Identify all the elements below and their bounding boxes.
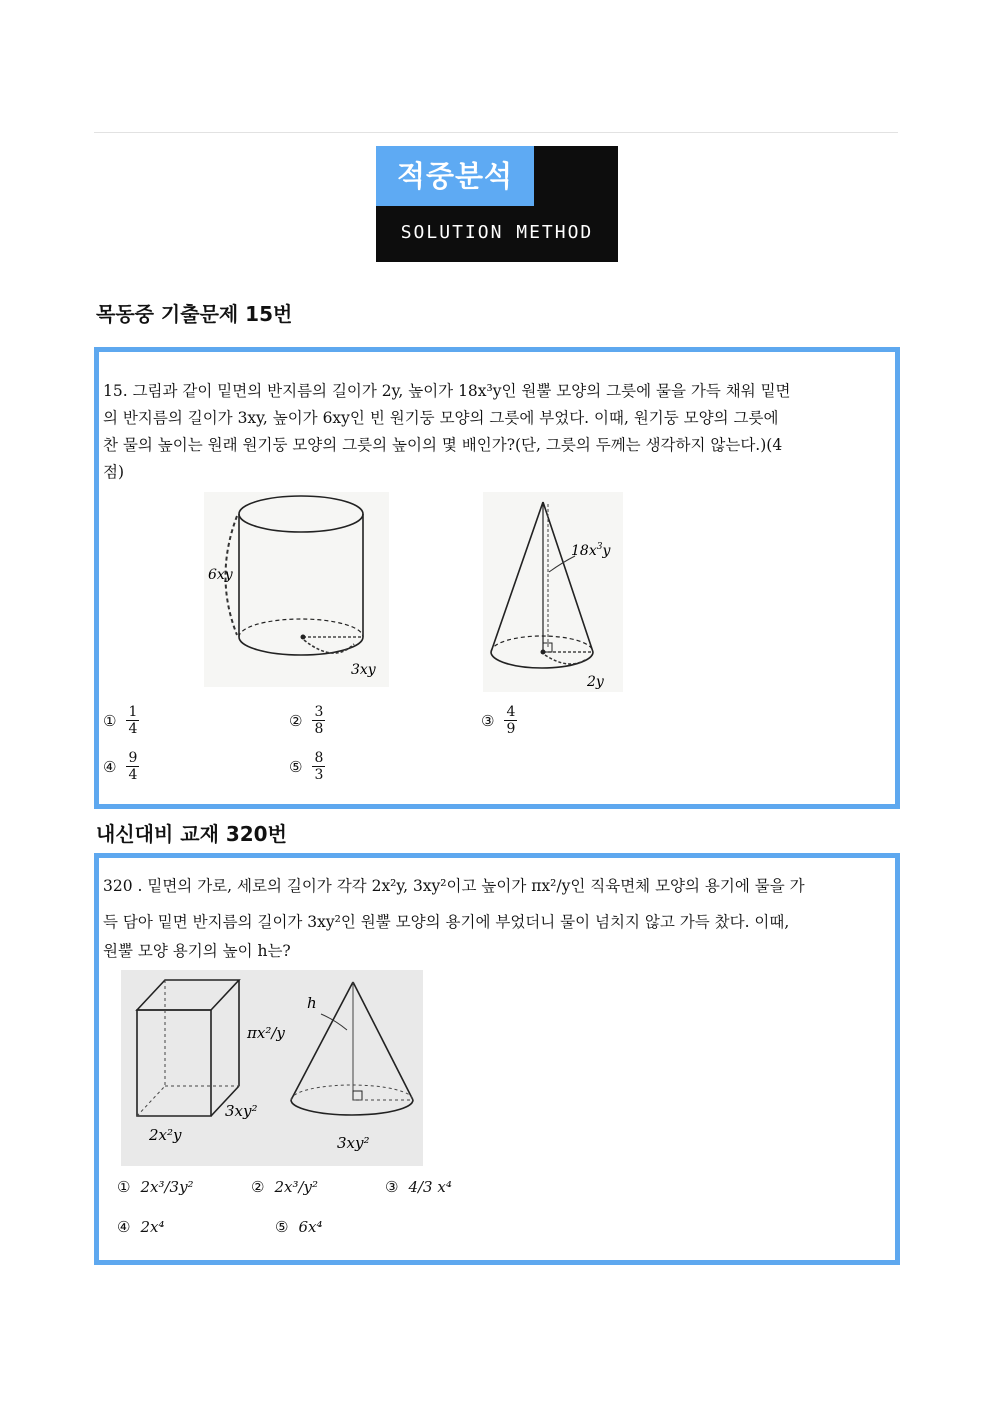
choice2-5-num: ⑤ bbox=[275, 1218, 289, 1236]
q2-line3: 원뿔 모양 용기의 높이 h는? bbox=[103, 942, 291, 960]
question-box-2 bbox=[94, 853, 900, 1265]
q2-line2: 득 담아 밑면 반지름의 길이가 3xy²인 원뿔 모양의 용기에 부었더니 물이 넘치지 않고 가득 찼다. 이때, bbox=[103, 913, 790, 931]
choice-2[interactable] bbox=[289, 704, 325, 737]
banner bbox=[376, 146, 618, 262]
choice2-5[interactable] bbox=[275, 1218, 322, 1236]
cyl-radius-label: 3xy bbox=[351, 662, 376, 678]
box-height-label: πx²/y bbox=[247, 1024, 285, 1042]
box-cone-figure bbox=[121, 970, 423, 1166]
question-2-text bbox=[103, 868, 895, 962]
section1-heading: 목동중 기출문제 15번 bbox=[96, 302, 293, 326]
q1-line4: 점) bbox=[103, 463, 125, 481]
choice2-4-text: 2x⁴ bbox=[140, 1218, 165, 1236]
choice2-4-num: ④ bbox=[117, 1218, 131, 1236]
choice-1-frac: $\frac{1}{4}$ bbox=[128, 704, 138, 737]
box-width-label: 2x²y bbox=[149, 1126, 182, 1144]
cylinder-figure bbox=[204, 492, 389, 687]
choice-4-frac: $\frac{9}{4}$ bbox=[128, 750, 138, 783]
choice-4-num: ④ bbox=[103, 757, 117, 776]
choice-1[interactable] bbox=[103, 704, 139, 737]
choice-3[interactable] bbox=[481, 704, 517, 737]
choice-2-num: ② bbox=[289, 711, 303, 730]
choice-3-frac: $\frac{4}{9}$ bbox=[506, 704, 516, 737]
choice2-3-num: ③ bbox=[385, 1178, 399, 1196]
choice2-1-text: 2x³/3y² bbox=[140, 1178, 194, 1196]
choice2-4[interactable] bbox=[117, 1218, 164, 1236]
question-box-1 bbox=[94, 347, 900, 809]
cyl-height-label: 6xy bbox=[208, 567, 233, 583]
cone-figure bbox=[483, 492, 623, 692]
cone2-height-label: h bbox=[307, 994, 317, 1012]
cone-radius-label: 2y bbox=[587, 674, 604, 690]
q1-line2: 의 반지름의 길이가 3xy, 높이가 6xy인 빈 원기둥 모양의 그릇에 부었다. 이때, 원기둥 모양의 그릇에 bbox=[103, 409, 779, 427]
q1-line3: 찬 물의 높이는 원래 원기둥 모양의 그릇의 높이의 몇 배인가?(단, 그릇의 두께는 생각하지 않는다.)(4 bbox=[103, 436, 783, 454]
choice-5[interactable] bbox=[289, 750, 325, 783]
choice2-3[interactable] bbox=[385, 1178, 452, 1196]
choice-2-frac: $\frac{3}{8}$ bbox=[314, 704, 324, 737]
choice-5-frac: $\frac{8}{3}$ bbox=[314, 750, 324, 783]
question-1-text bbox=[103, 378, 895, 486]
choice-3-num: ③ bbox=[481, 711, 495, 730]
choice2-2-num: ② bbox=[251, 1178, 265, 1196]
choice2-3-text: 4/3 x⁴ bbox=[408, 1178, 452, 1196]
choice-5-num: ⑤ bbox=[289, 757, 303, 776]
cone-height-label: $18x^3y$ bbox=[571, 542, 611, 559]
choice-4[interactable] bbox=[103, 750, 139, 783]
choice2-2[interactable] bbox=[251, 1178, 318, 1196]
choice-1-num: ① bbox=[103, 711, 117, 730]
choice2-1[interactable] bbox=[117, 1178, 194, 1196]
section2-heading: 내신대비 교재 320번 bbox=[96, 822, 287, 846]
q2-line1: 320 . 밑면의 가로, 세로의 길이가 각각 2x²y, 3xy²이고 높이가 πx²/y인 직육면체 모양의 용기에 물을 가 bbox=[103, 877, 805, 895]
cone2-radius-label: 3xy² bbox=[337, 1134, 370, 1152]
choice2-5-text: 6x⁴ bbox=[298, 1218, 323, 1236]
box-depth-label: 3xy² bbox=[225, 1102, 258, 1120]
choice2-2-text: 2x³/y² bbox=[274, 1178, 319, 1196]
banner-title: 적중분석 bbox=[376, 146, 534, 206]
choice2-1-num: ① bbox=[117, 1178, 131, 1196]
banner-subtitle: SOLUTION METHOD bbox=[400, 222, 594, 243]
top-divider bbox=[94, 132, 898, 133]
q1-line1: 15. 그림과 같이 밑면의 반지름의 길이가 2y, 높이가 18x³y인 원뿔 모양의 그릇에 물을 가득 채워 밑면 bbox=[103, 382, 791, 400]
